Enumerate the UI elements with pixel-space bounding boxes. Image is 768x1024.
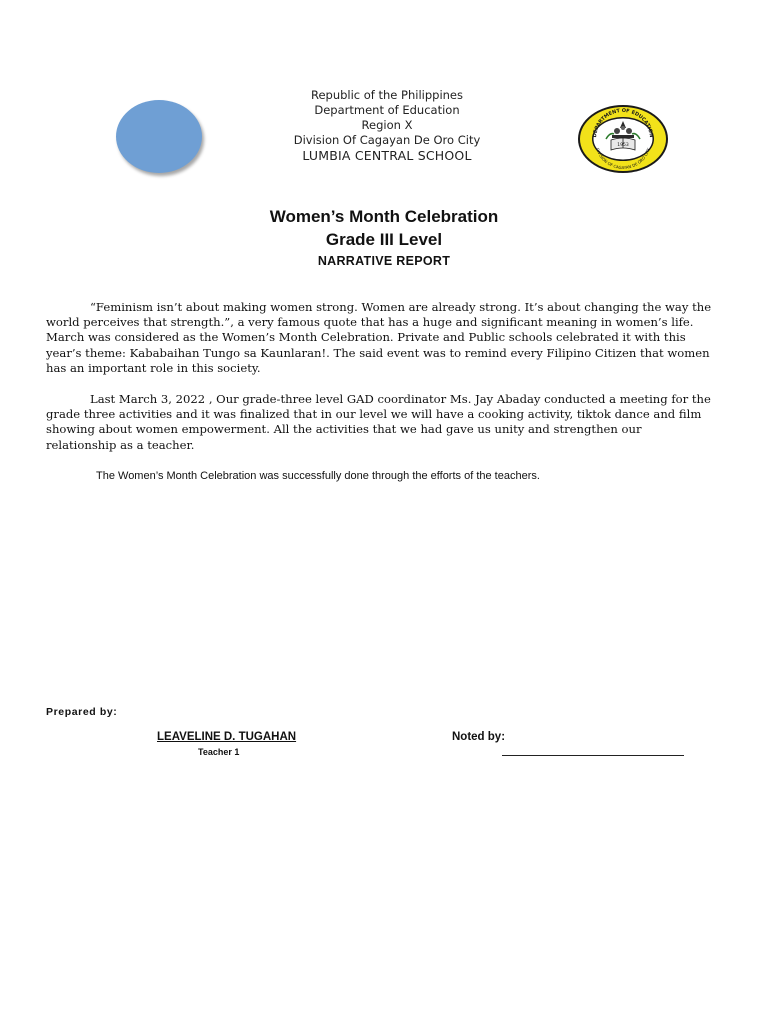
noted-by-label: Noted by: xyxy=(452,731,506,743)
letterhead-region: Region X xyxy=(361,118,413,132)
preparer-name: LEAVELINE D. TUGAHAN xyxy=(157,731,297,743)
letterhead-department: Department of Education xyxy=(314,103,460,117)
prepared-by-label: Prepared by: xyxy=(46,706,118,718)
noted-by-signature-line xyxy=(502,755,684,756)
letterhead-division: Division Of Cagayan De Oro City xyxy=(293,133,481,147)
letterhead-republic: Republic of the Philippines xyxy=(310,88,464,102)
body-paragraph-1 xyxy=(46,300,714,376)
body-paragraph-2 xyxy=(46,392,714,453)
title-narrative-report: NARRATIVE REPORT xyxy=(317,254,451,268)
deped-seal-icon xyxy=(576,104,670,174)
seal-bottom-text: DIVISION OF CAGAYAN DE ORO CITY xyxy=(595,147,651,171)
title-grade-level: Grade III Level xyxy=(325,230,443,249)
paragraph-2-text: Last March 3, 2022 , Our grade-three level GAD coordinator Ms. Jay Abaday conducted a meeting for the grade three activities and it was finalized that in our level we will have a cooking activity, tiktok dance and film showing about women empowerment. All the activities that we had gave us unity and strengthen our relationship as a teacher. xyxy=(46,392,711,452)
seal-year: 1953 xyxy=(617,143,629,148)
letterhead-school-name: LUMBIA CENTRAL SCHOOL xyxy=(302,148,472,163)
logo-placeholder-oval xyxy=(116,100,202,173)
letterhead xyxy=(262,88,512,163)
body-paragraph-3: The Women’s Month Celebration was successfully done through the efforts of the teachers. xyxy=(96,470,540,482)
paragraph-1-text: “Feminism isn’t about making women strong. Women are already strong. It’s about changing the way the world perceives that strength.”, a very famous quote that has a huge and significant meaning in women’s life. March was considered as the Women’s Month Celebration. Private and Public schools celebrated it with this year’s theme: Kababaihan Tungo sa Kaunlaran!. The said event was to remind every Filipino Citizen that women has an important role in this society. xyxy=(46,300,712,375)
seal-top-text: DEPARTMENT OF EDUCATION xyxy=(591,107,655,138)
preparer-role: Teacher 1 xyxy=(198,747,240,757)
document-title xyxy=(0,205,768,271)
title-celebration: Women’s Month Celebration xyxy=(269,207,499,226)
